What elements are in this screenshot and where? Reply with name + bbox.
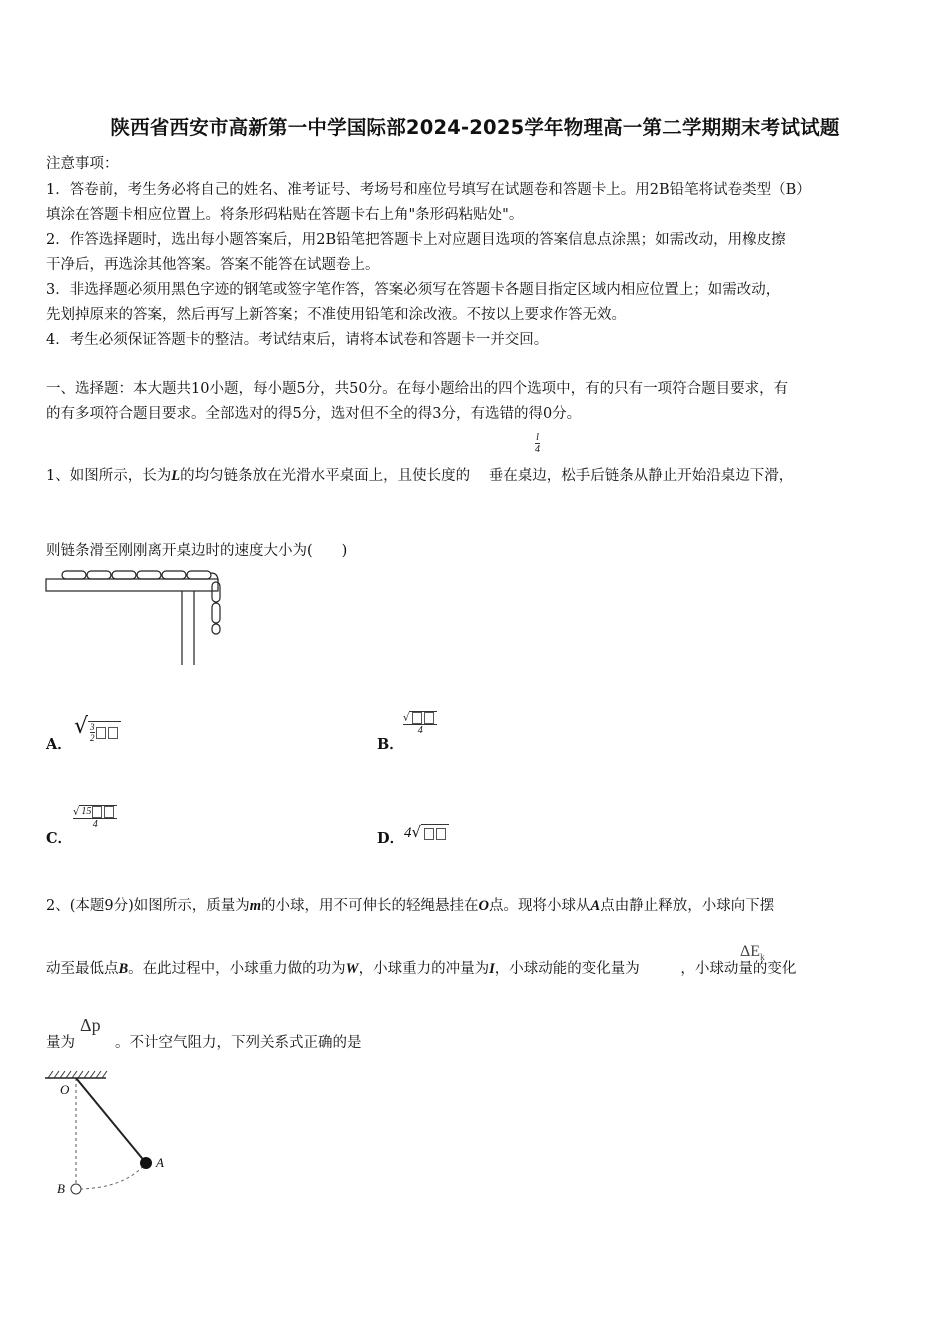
chain-table-figure [44, 565, 234, 670]
label-a: A [156, 1155, 164, 1170]
notice-line-2: 填涂在答题卡相应位置上。将条形码粘贴在答题卡右上角"条形码粘贴处"。 [46, 207, 524, 223]
label-o: O [60, 1082, 70, 1097]
option-a-formula: √ $\frac{3}{2}$ [74, 714, 121, 743]
notice-line-3: 2．作答选择题时，选出每小题答案后，用2B铅笔把答题卡上对应题目选项的答案信息点涂黑；如需改动，用橡皮擦 [46, 232, 786, 248]
notice-line-7: 4．考生必须保证答题卡的整洁。考试结束后，请将本试卷和答题卡一并交回。 [46, 332, 549, 348]
question-2-stem-line-1: 2、(本题9分)如图所示，质量为m的小球，用不可伸长的轻绳悬挂在O点。现将小球从A点由静止释放，小球向下摆 [46, 898, 775, 914]
notice-line-5: 3．非选择题必须用黑色字迹的钢笔或签字笔作答，答案必须写在答题卡各题目指定区域内相应位置上；如需改动， [46, 282, 781, 298]
delta-p-symbol: Δp [80, 1015, 101, 1035]
section-instructions-line-2: 的有多项符合题目要求。全部选对的得5分，选对但不全的得3分，有选错的得0分。 [46, 406, 582, 422]
notice-heading: 注意事项： [46, 156, 119, 172]
question-1-stem: 1、如图所示，长为L的均匀链条放在光滑水平桌面上，且使长度的 垂在桌边，松手后链条从静止开始沿桌边下滑， [46, 468, 794, 484]
option-a[interactable]: A． [46, 736, 72, 753]
option-c[interactable]: C． [46, 830, 73, 847]
option-d-formula: 4√ [404, 823, 449, 842]
page-title: 陕西省西安市高新第一中学国际部2024-2025学年物理高一第二学期期末考试试题 [110, 116, 840, 139]
notice-line-4: 干净后，再选涂其他答案。答案不能答在试题卷上。 [46, 257, 380, 273]
question-2-stem-line-3: 量为 。不计空气阻力，下列关系式正确的是 [46, 1035, 362, 1051]
option-d[interactable]: D． [377, 830, 405, 847]
option-b[interactable]: B． [377, 736, 404, 753]
option-b-formula: √ 4 [403, 712, 437, 736]
notice-line-1: 1．答卷前，考生务必将自己的姓名、准考证号、考场号和座位号填写在试题卷和答题卡上。用2B铅笔将试卷类型（B） [46, 182, 811, 198]
question-2-stem-line-2: 动至最低点B。在此过程中，小球重力做的功为W，小球重力的冲量为I，小球动能的变化量为 ，小球动量的变化 [46, 961, 797, 977]
section-instructions-line-1: 一、选择题：本大题共10小题，每小题5分，共50分。在每小题给出的四个选项中，有的只有一项符合题目要求，有 [46, 381, 789, 397]
delta-ek-symbol: $\Delta E_k$ [740, 943, 765, 963]
option-c-formula: √ 15 4 [73, 806, 117, 830]
notice-line-6: 先划掉原来的答案，然后再写上新答案；不准使用铅笔和涂改液。不按以上要求作答无效。 [46, 307, 626, 323]
label-b: B [57, 1181, 65, 1196]
fraction-l-over-4: l 4 [535, 432, 540, 455]
question-1-stem-line-2: 则链条滑至刚刚离开桌边时的速度大小为( ) [46, 543, 348, 559]
